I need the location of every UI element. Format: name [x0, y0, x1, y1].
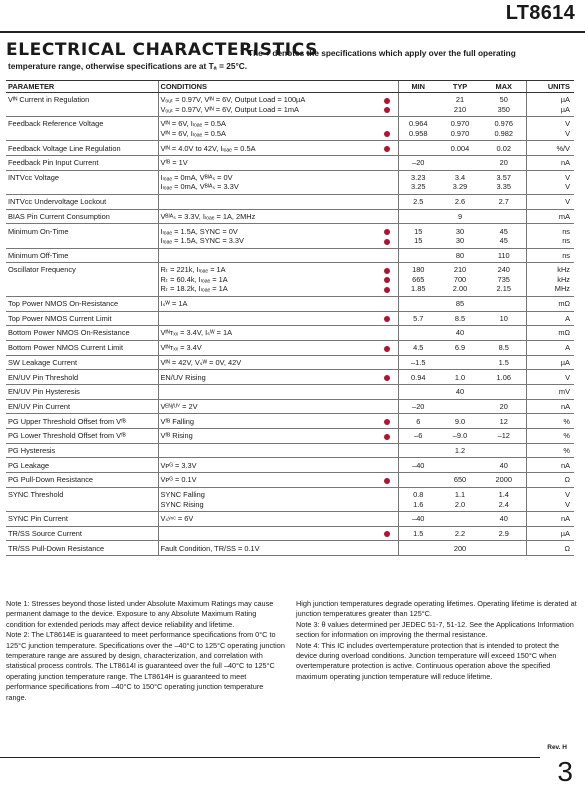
col-units: UNITS	[526, 81, 574, 93]
parameter-cell: Top Power NMOS Current Limit	[6, 311, 158, 326]
min-cell: –20	[398, 399, 438, 414]
conditions-cell: Vᴵᴺ = 42V, Vₛᵂ = 0V, 42V	[158, 355, 376, 370]
min-cell: 3.23 3.25	[398, 170, 438, 194]
typ-cell: 0.970 0.970	[438, 117, 482, 141]
conditions-cell: Iₛᵂ = 1A	[158, 296, 376, 311]
min-cell: –1.5	[398, 355, 438, 370]
max-cell	[482, 443, 526, 458]
typ-cell: 200	[438, 541, 482, 556]
table-header-row	[6, 81, 574, 93]
parameter-cell: Top Power NMOS On-Resistance	[6, 296, 158, 311]
dot-cell	[376, 263, 398, 297]
max-cell: 2.9	[482, 526, 526, 541]
table-row	[6, 512, 574, 527]
dot-cell	[376, 93, 398, 117]
conditions-cell: SYNC Falling SYNC Rising	[158, 487, 376, 511]
max-cell: 2000	[482, 473, 526, 488]
note-3: Note 3: θ values determined per JEDEC 51-7, 51-12. See the Applications Information section for information on improving the thermal resistance.	[296, 619, 574, 640]
note-2-continued: High junction temperatures degrade operating lifetimes. Operating lifetime is derated at junction temperatures greater than 125°C.	[296, 599, 577, 619]
table-row	[6, 170, 574, 194]
table-row	[6, 399, 574, 414]
units-cell: V V	[526, 170, 574, 194]
dot-cell	[376, 526, 398, 541]
parameter-cell: Oscillator Frequency	[6, 263, 158, 297]
dot-cell	[376, 141, 398, 156]
parameter-cell: TR/SS Pull-Down Resistance	[6, 541, 158, 556]
min-cell: 4.5	[398, 340, 438, 355]
min-cell	[398, 248, 438, 263]
units-cell: µA µA	[526, 93, 574, 117]
col-max: MAX	[482, 81, 526, 93]
max-cell	[482, 209, 526, 224]
conditions-cell: EN/UV Rising	[158, 370, 376, 385]
dot-cell	[376, 414, 398, 429]
col-parameter: PARAMETER	[6, 81, 158, 93]
dot-cell	[376, 326, 398, 341]
max-cell: 0.976 0.982	[482, 117, 526, 141]
min-cell: 1.5	[398, 526, 438, 541]
units-cell: nA	[526, 458, 574, 473]
dot-cell	[376, 355, 398, 370]
typ-cell: –9.0	[438, 429, 482, 444]
conditions-cell	[158, 443, 376, 458]
dot-cell	[376, 224, 398, 248]
units-cell: Ω	[526, 541, 574, 556]
max-cell: 20	[482, 156, 526, 171]
min-cell	[398, 443, 438, 458]
max-cell: 45 45	[482, 224, 526, 248]
units-cell: V	[526, 370, 574, 385]
table-row	[6, 541, 574, 556]
dot-cell	[376, 296, 398, 311]
page-number: 3	[557, 756, 573, 787]
table-row	[6, 311, 574, 326]
units-cell: nA	[526, 399, 574, 414]
full-temp-range-dot-icon	[384, 131, 390, 137]
table-body	[6, 93, 574, 556]
dot-cell	[376, 429, 398, 444]
notes-left	[6, 599, 286, 703]
max-cell: 8.5	[482, 340, 526, 355]
units-cell: V V	[526, 487, 574, 511]
table-row	[6, 458, 574, 473]
table-row	[6, 370, 574, 385]
min-cell	[398, 93, 438, 117]
intro-line-1: The ● denotes the specifications which apply over the full operating	[248, 48, 516, 58]
min-cell	[398, 541, 438, 556]
table-row	[6, 224, 574, 248]
parameter-cell: PG Lower Threshold Offset from Vᶠᴮ	[6, 429, 158, 444]
units-cell: ns	[526, 248, 574, 263]
conditions-cell: Vᶠᴮ Rising	[158, 429, 376, 444]
units-cell: %	[526, 414, 574, 429]
units-cell: µA	[526, 355, 574, 370]
conditions-cell: Vᴘᴳ = 0.1V	[158, 473, 376, 488]
footer-rule	[0, 757, 540, 758]
min-cell	[398, 296, 438, 311]
col-conditions: CONDITIONS	[158, 81, 376, 93]
max-cell: 10	[482, 311, 526, 326]
typ-cell: 2.6	[438, 194, 482, 209]
min-cell: 180 665 1.85	[398, 263, 438, 297]
max-cell: 3.57 3.35	[482, 170, 526, 194]
units-cell: mΩ	[526, 296, 574, 311]
min-cell: –40	[398, 512, 438, 527]
parameter-cell: SYNC Pin Current	[6, 512, 158, 527]
max-cell: 40	[482, 512, 526, 527]
intro-text	[8, 47, 570, 73]
parameter-cell: Feedback Reference Voltage	[6, 117, 158, 141]
max-cell	[482, 541, 526, 556]
table-row	[6, 326, 574, 341]
conditions-cell	[158, 248, 376, 263]
table-row	[6, 296, 574, 311]
units-cell: %	[526, 443, 574, 458]
dot-cell	[376, 443, 398, 458]
typ-cell: 85	[438, 296, 482, 311]
conditions-cell: Vₒᵤₜ = 0.97V, Vᴵᴺ = 6V, Output Load = 100µA Vₒᵤₜ = 0.97V, Vᴵᴺ = 6V, Output Load = 1mA	[158, 93, 376, 117]
units-cell: mA	[526, 209, 574, 224]
units-cell: A	[526, 340, 574, 355]
max-cell: 50 350	[482, 93, 526, 117]
parameter-cell: TR/SS Source Current	[6, 526, 158, 541]
min-cell: 0.94	[398, 370, 438, 385]
max-cell: 1.06	[482, 370, 526, 385]
table-row	[6, 141, 574, 156]
revision-label: Rev. H	[547, 744, 567, 751]
min-cell: 15 15	[398, 224, 438, 248]
typ-cell	[438, 512, 482, 527]
table-row	[6, 526, 574, 541]
table-row	[6, 385, 574, 400]
typ-cell: 3.4 3.29	[438, 170, 482, 194]
part-number: LT8614	[505, 2, 575, 24]
full-temp-range-dot-icon	[384, 98, 390, 104]
min-cell: –6	[398, 429, 438, 444]
conditions-cell: Fault Condition, TR/SS = 0.1V	[158, 541, 376, 556]
max-cell: 20	[482, 399, 526, 414]
units-cell: ns ns	[526, 224, 574, 248]
dot-cell	[376, 209, 398, 224]
full-temp-range-dot-icon	[384, 434, 390, 440]
typ-cell: 1.0	[438, 370, 482, 385]
units-cell: mΩ	[526, 326, 574, 341]
min-cell	[398, 326, 438, 341]
conditions-cell: Iₗₒₐₑ = 1.5A, SYNC = 0V Iₗₒₐₑ = 1.5A, SYNC = 3.3V	[158, 224, 376, 248]
min-cell: –40	[398, 458, 438, 473]
min-cell: 0.964 0.958	[398, 117, 438, 141]
parameter-cell: Minimum On-Time	[6, 224, 158, 248]
dot-cell	[376, 340, 398, 355]
units-cell: V	[526, 194, 574, 209]
table-row	[6, 487, 574, 511]
typ-cell: 1.1 2.0	[438, 487, 482, 511]
dot-cell	[376, 385, 398, 400]
typ-cell: 40	[438, 326, 482, 341]
table-row	[6, 209, 574, 224]
full-temp-range-dot-icon	[384, 268, 390, 274]
dot-cell	[376, 512, 398, 527]
full-temp-range-dot-icon	[384, 419, 390, 425]
units-cell: mV	[526, 385, 574, 400]
parameter-cell: Minimum Off-Time	[6, 248, 158, 263]
table-row	[6, 93, 574, 117]
dot-cell	[376, 473, 398, 488]
notes-right	[296, 599, 578, 682]
dot-cell	[376, 170, 398, 194]
note-1: Note 1: Stresses beyond those listed under Absolute Maximum Ratings may cause permanent damage to the device. Exposure to any Absolute Maximum Rating condition for extended periods may affect device reliability and lifetime.	[6, 599, 274, 629]
units-cell: nA	[526, 512, 574, 527]
typ-cell	[438, 458, 482, 473]
max-cell	[482, 385, 526, 400]
units-cell: Ω	[526, 473, 574, 488]
table-row	[6, 156, 574, 171]
table-row	[6, 473, 574, 488]
full-temp-range-dot-icon	[384, 316, 390, 322]
full-temp-range-dot-icon	[384, 107, 390, 113]
min-cell: 6	[398, 414, 438, 429]
typ-cell: 1.2	[438, 443, 482, 458]
max-cell: 240 735 2.15	[482, 263, 526, 297]
table-row	[6, 340, 574, 355]
parameter-cell: BIAS Pin Current Consumption	[6, 209, 158, 224]
note-4: Note 4: This IC includes overtemperature protection that is intended to protect the device during overload conditions. Junction temperature will exceed 150°C when overtemperature protection is active. Continuous operation above the specified maximum operating junction temperature will reduce lifetime.	[296, 640, 560, 681]
typ-cell: 2.2	[438, 526, 482, 541]
dot-cell	[376, 487, 398, 511]
conditions-cell: Vᶠᴮ Falling	[158, 414, 376, 429]
table-row	[6, 443, 574, 458]
conditions-cell: Vᴘᴳ = 3.3V	[158, 458, 376, 473]
conditions-cell: Vᴮᴵᴬₛ = 3.3V, Iₗₒₐₑ = 1A, 2MHz	[158, 209, 376, 224]
typ-cell: 6.9	[438, 340, 482, 355]
table-row	[6, 355, 574, 370]
max-cell: 2.7	[482, 194, 526, 209]
conditions-cell: Vᴵᴺ = 6V, Iₗₒₐₑ = 0.5A Vᴵᴺ = 6V, Iₗₒₐₑ = 0.5A	[158, 117, 376, 141]
table-row	[6, 263, 574, 297]
conditions-cell	[158, 385, 376, 400]
parameter-cell: INTVᴄᴄ Undervoltage Lockout	[6, 194, 158, 209]
full-temp-range-dot-icon	[384, 146, 390, 152]
min-cell: 0.8 1.6	[398, 487, 438, 511]
max-cell: 110	[482, 248, 526, 263]
typ-cell: 40	[438, 385, 482, 400]
header-rule	[0, 31, 585, 33]
typ-cell: 210 700 2.00	[438, 263, 482, 297]
typ-cell: 650	[438, 473, 482, 488]
min-cell	[398, 141, 438, 156]
conditions-cell: Vᴵᴺᴛₓₓ = 3.4V, Iₛᵂ = 1A	[158, 326, 376, 341]
table-row	[6, 429, 574, 444]
min-cell	[398, 385, 438, 400]
parameter-cell: INTVᴄᴄ Voltage	[6, 170, 158, 194]
typ-cell: 30 30	[438, 224, 482, 248]
conditions-cell: Rₜ = 221k, Iₗₒₐₑ = 1A Rₜ = 60.4k, Iₗₒₐₑ = 1A Rₜ = 18.2k, Iₗₒₐₑ = 1A	[158, 263, 376, 297]
min-cell: –20	[398, 156, 438, 171]
typ-cell: 0.004	[438, 141, 482, 156]
parameter-cell: Bottom Power NMOS Current Limit	[6, 340, 158, 355]
typ-cell	[438, 156, 482, 171]
conditions-cell: Vₛʸⁿᶜ = 6V	[158, 512, 376, 527]
full-temp-range-dot-icon	[384, 277, 390, 283]
col-min: MIN	[398, 81, 438, 93]
section-title: ELECTRICAL CHARACTERISTICS	[6, 40, 318, 60]
conditions-cell	[158, 526, 376, 541]
table-row	[6, 194, 574, 209]
col-typ: TYP	[438, 81, 482, 93]
units-cell: %/V	[526, 141, 574, 156]
min-cell: 5.7	[398, 311, 438, 326]
min-cell	[398, 473, 438, 488]
typ-cell	[438, 399, 482, 414]
conditions-cell	[158, 194, 376, 209]
parameter-cell: PG Upper Threshold Offset from Vᶠᴮ	[6, 414, 158, 429]
full-temp-range-dot-icon	[384, 375, 390, 381]
parameter-cell: EN/UV Pin Threshold	[6, 370, 158, 385]
dot-cell	[376, 156, 398, 171]
units-cell: kHz kHz MHz	[526, 263, 574, 297]
units-cell: V V	[526, 117, 574, 141]
units-cell: A	[526, 311, 574, 326]
table-row	[6, 248, 574, 263]
units-cell: nA	[526, 156, 574, 171]
conditions-cell: Vᶠᴮ = 1V	[158, 156, 376, 171]
parameter-cell: SW Leakage Current	[6, 355, 158, 370]
units-cell: µA	[526, 526, 574, 541]
dot-cell	[376, 370, 398, 385]
typ-cell: 9	[438, 209, 482, 224]
note-2: Note 2: The LT8614E is guaranteed to meet performance specifications from 0°C to 125°C junction temperature. Specifications over the –40°C to 125°C operating junction temperature range are assured by design, characterization, and correlation with statistical process controls. The LT8614I is guaranteed over the full –40°C to 125°C operating junction temperature range. The LT8614H is guaranteed to meet performance specifications from –40°C to 150°C operating junction temperature range.	[6, 630, 285, 702]
full-temp-range-dot-icon	[384, 478, 390, 484]
dot-cell	[376, 194, 398, 209]
parameter-cell: Bottom Power NMOS On-Resistance	[6, 326, 158, 341]
parameter-cell: EN/UV Pin Current	[6, 399, 158, 414]
dot-cell	[376, 248, 398, 263]
dot-cell	[376, 541, 398, 556]
full-temp-range-dot-icon	[384, 531, 390, 537]
intro-line-2: temperature range, otherwise specifications are at Tₐ = 25°C.	[8, 61, 248, 71]
max-cell: 40	[482, 458, 526, 473]
full-temp-range-dot-icon	[384, 239, 390, 245]
typ-cell	[438, 355, 482, 370]
dot-cell	[376, 458, 398, 473]
max-cell: 12	[482, 414, 526, 429]
typ-cell: 80	[438, 248, 482, 263]
dot-cell	[376, 399, 398, 414]
parameter-cell: EN/UV Pin Hysteresis	[6, 385, 158, 400]
parameter-cell: PG Leakage	[6, 458, 158, 473]
parameter-cell: PG Hysteresis	[6, 443, 158, 458]
max-cell: –12	[482, 429, 526, 444]
max-cell	[482, 326, 526, 341]
col-dot	[376, 81, 398, 93]
table-row	[6, 117, 574, 141]
dot-cell	[376, 311, 398, 326]
parameter-cell: SYNC Threshold	[6, 487, 158, 511]
full-temp-range-dot-icon	[384, 229, 390, 235]
parameter-cell: PG Pull-Down Resistance	[6, 473, 158, 488]
max-cell	[482, 296, 526, 311]
typ-cell: 21 210	[438, 93, 482, 117]
parameter-cell: Feedback Voltage Line Regulation	[6, 141, 158, 156]
electrical-characteristics-table	[6, 80, 574, 556]
parameter-cell: Feedback Pin Input Current	[6, 156, 158, 171]
table-row	[6, 414, 574, 429]
min-cell	[398, 209, 438, 224]
dot-cell	[376, 117, 398, 141]
max-cell: 0.02	[482, 141, 526, 156]
max-cell: 1.5	[482, 355, 526, 370]
typ-cell: 9.0	[438, 414, 482, 429]
max-cell: 1.4 2.4	[482, 487, 526, 511]
typ-cell: 8.5	[438, 311, 482, 326]
full-temp-range-dot-icon	[384, 346, 390, 352]
full-temp-range-dot-icon	[384, 287, 390, 293]
conditions-cell: Vᴵᴺ = 4.0V to 42V, Iₗₒₐₑ = 0.5A	[158, 141, 376, 156]
units-cell: %	[526, 429, 574, 444]
conditions-cell: Iₗₒₐₑ = 0mA, Vᴮᴵᴬₛ = 0V Iₗₒₐₑ = 0mA, Vᴮᴵᴬₛ = 3.3V	[158, 170, 376, 194]
min-cell: 2.5	[398, 194, 438, 209]
conditions-cell: Vᴱᴺ/ᵁⱽ = 2V	[158, 399, 376, 414]
parameter-cell: Vᴵᴺ Current in Regulation	[6, 93, 158, 117]
conditions-cell: Vᴵᴺᴛₓₓ = 3.4V	[158, 340, 376, 355]
conditions-cell	[158, 311, 376, 326]
